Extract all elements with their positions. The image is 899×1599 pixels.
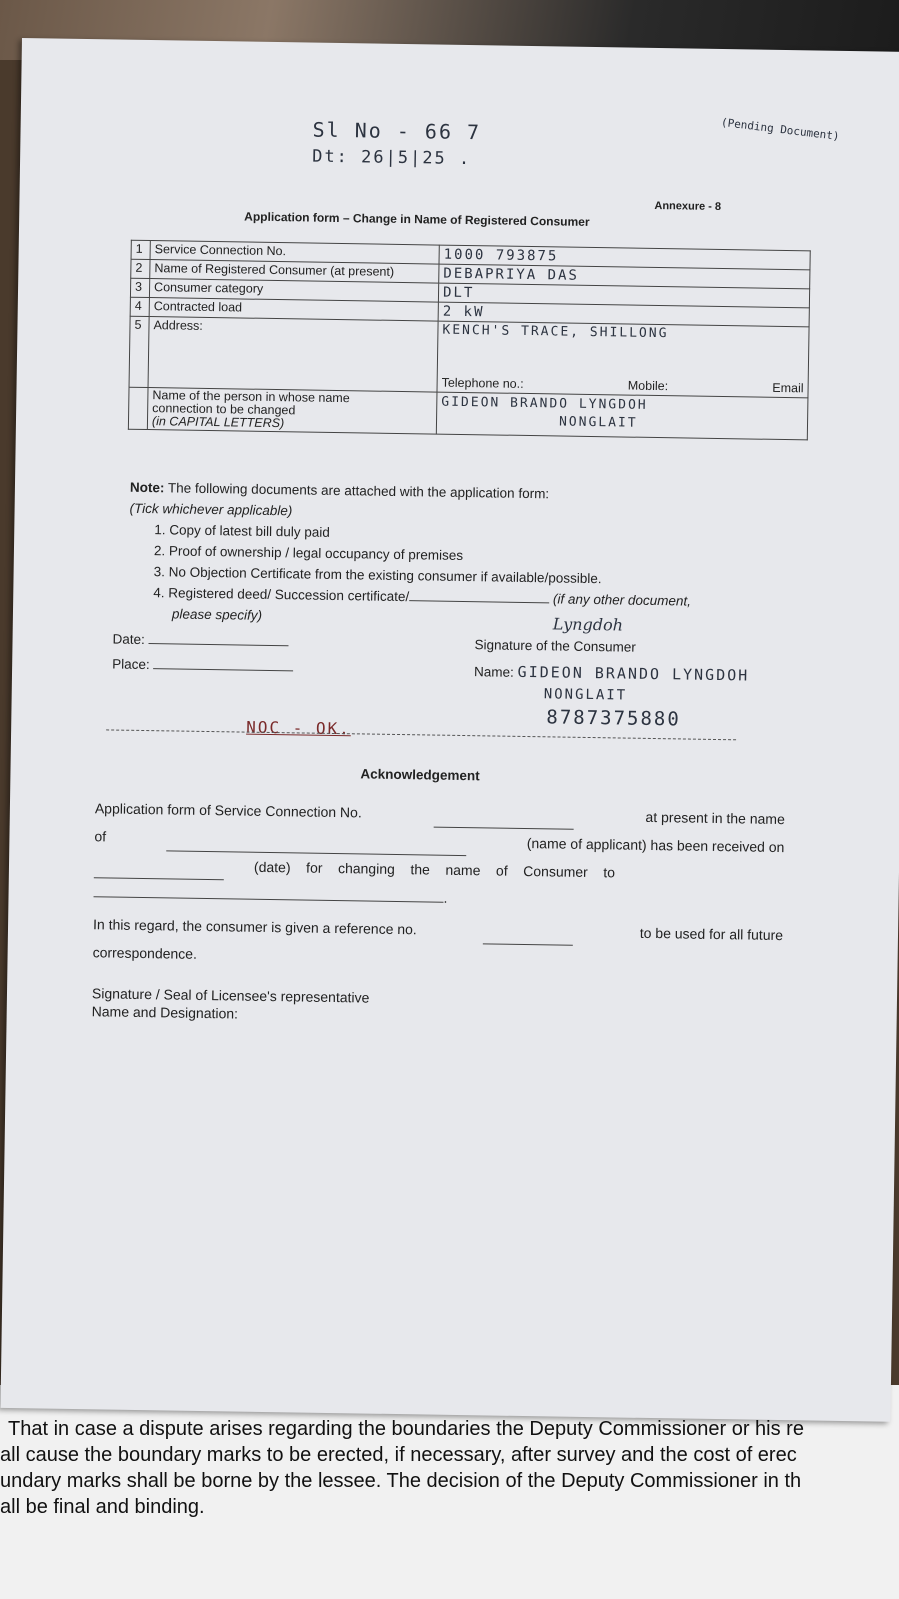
noc-ok-note: NOC - OK.	[246, 717, 352, 739]
service-connection-blank	[433, 800, 573, 830]
new-name-value	[436, 392, 808, 440]
ack-text: correspondence.	[92, 944, 198, 962]
contact-labels	[442, 376, 804, 396]
address-value: KENCH'S TRACE, SHILLONG	[442, 322, 669, 342]
row-number	[128, 387, 148, 429]
note-lead: Note:	[129, 479, 165, 496]
service-connection-value: 1000 793875	[439, 245, 810, 270]
application-table	[128, 240, 811, 441]
row-number: 4	[130, 297, 149, 316]
note-tick-instruction: (Tick whichever applicable)	[129, 500, 293, 519]
bottom-line-4: undary marks shall be borne by the lessee. The decision of the Deputy Commissioner in th	[0, 1470, 802, 1492]
row-label: Consumer category	[149, 279, 438, 303]
note-item-tail: please specify)	[171, 606, 263, 623]
ack-text: (name of applicant) has been received on	[526, 835, 785, 856]
address-cell	[437, 321, 809, 398]
note-item: 4. Registered deed/ Succession certificate/	[153, 585, 410, 605]
ack-text: (date) for changing the name of Consumer to	[253, 858, 616, 881]
acknowledgement-body: Application form of Service Connection No. at present in the name of (name of applicant) has been received on (date) for changing the name of Consumer to . In this regard, the consumer is given a reference no. to be used for all future correspondence.	[92, 794, 785, 977]
row-label: Contracted load	[149, 298, 438, 322]
name-label: Name:	[473, 664, 514, 680]
consumer-phone: 8787375880	[546, 706, 681, 731]
row-number: 5	[129, 316, 149, 387]
licensee-signature-block	[92, 984, 370, 1024]
date-received-blank	[94, 850, 224, 880]
ack-text: at present in the name	[645, 808, 785, 828]
row-number: 1	[131, 240, 150, 259]
ack-text: In this regard, the consumer is given a reference no.	[92, 916, 417, 938]
new-name-label-line: Name of the person in whose name	[152, 388, 350, 406]
serial-number-note: Sl No - 66 7	[312, 117, 482, 145]
note-item: 2. Proof of ownership / legal occupancy of premises	[153, 543, 464, 563]
other-document-blank	[409, 600, 549, 603]
annexure-label: Annexure - 8	[654, 199, 722, 214]
new-consumer-blank	[94, 896, 444, 902]
place-row	[112, 656, 294, 674]
telephone-label: Telephone no.:	[441, 375, 524, 391]
consumer-name-value: GIDEON BRANDO LYNGDOH	[517, 662, 750, 685]
note-item: 3. No Objection Certificate from the existing consumer if available/possible.	[153, 564, 602, 587]
date-row	[112, 631, 288, 649]
table-row	[129, 316, 809, 398]
separator-line	[106, 729, 736, 740]
ack-text: to be used for all future	[639, 924, 784, 944]
ack-text: of	[94, 828, 107, 845]
new-name-label-line: connection to be changed	[152, 401, 296, 418]
mobile-label: Mobile:	[627, 378, 669, 394]
bottom-line-5: all be final and binding.	[0, 1496, 205, 1518]
consumer-name-row	[474, 662, 749, 684]
note-section	[128, 477, 693, 633]
row-label: Service Connection No.	[150, 241, 439, 265]
registered-consumer-value: DEBAPRIYA DAS	[439, 264, 810, 289]
form-title: Application form – Change in Name of Registered Consumer	[244, 209, 590, 229]
new-name-label	[147, 388, 437, 435]
consumer-category-value: DLT	[438, 283, 809, 308]
bottom-line-3: all cause the boundary marks to be erected, if necessary, after survey and the cost of erec	[0, 1444, 797, 1466]
new-name-value-line: NONGLAIT	[558, 414, 638, 431]
new-name-value-line: GIDEON BRANDO LYNGDOH	[441, 394, 648, 413]
reference-number-blank	[483, 916, 573, 945]
licensee-signature-label: Signature / Seal of Licensee's representative	[91, 985, 370, 1006]
date-label: Date:	[112, 631, 145, 648]
row-number: 2	[131, 259, 150, 278]
note-text: The following documents are attached with the application form:	[167, 480, 550, 502]
place-blank	[153, 668, 293, 671]
acknowledgement-title: Acknowledgement	[360, 766, 480, 784]
consumer-signature: Lyngdoh	[552, 614, 624, 635]
signature-label: Signature of the Consumer	[474, 637, 636, 655]
form-page	[0, 38, 899, 1422]
licensee-designation-label: Name and Designation:	[91, 1003, 239, 1022]
row-number: 3	[130, 278, 149, 297]
contracted-load-value: 2 kW	[438, 302, 809, 327]
ack-text: Application form of Service Connection No.	[94, 800, 362, 821]
bottom-line-2: That in case a dispute arises regarding the boundaries the Deputy Commissioner or his re	[8, 1418, 804, 1440]
place-label: Place:	[112, 656, 150, 673]
note-item-tail: (if any other document,	[552, 591, 692, 609]
consumer-name-value-line2: NONGLAIT	[543, 686, 628, 704]
row-label: Name of Registered Consumer (at present)	[150, 260, 439, 284]
date-blank	[149, 643, 289, 646]
email-label: Email	[772, 380, 804, 396]
pending-document-note: (Pending Document)	[720, 115, 841, 144]
date-note: Dt: 26|5|25 .	[312, 146, 472, 170]
note-item: 1. Copy of latest bill duly paid	[154, 522, 330, 540]
new-name-label-line: (in CAPITAL LETTERS)	[151, 414, 285, 431]
row-label: Address:	[148, 317, 438, 393]
